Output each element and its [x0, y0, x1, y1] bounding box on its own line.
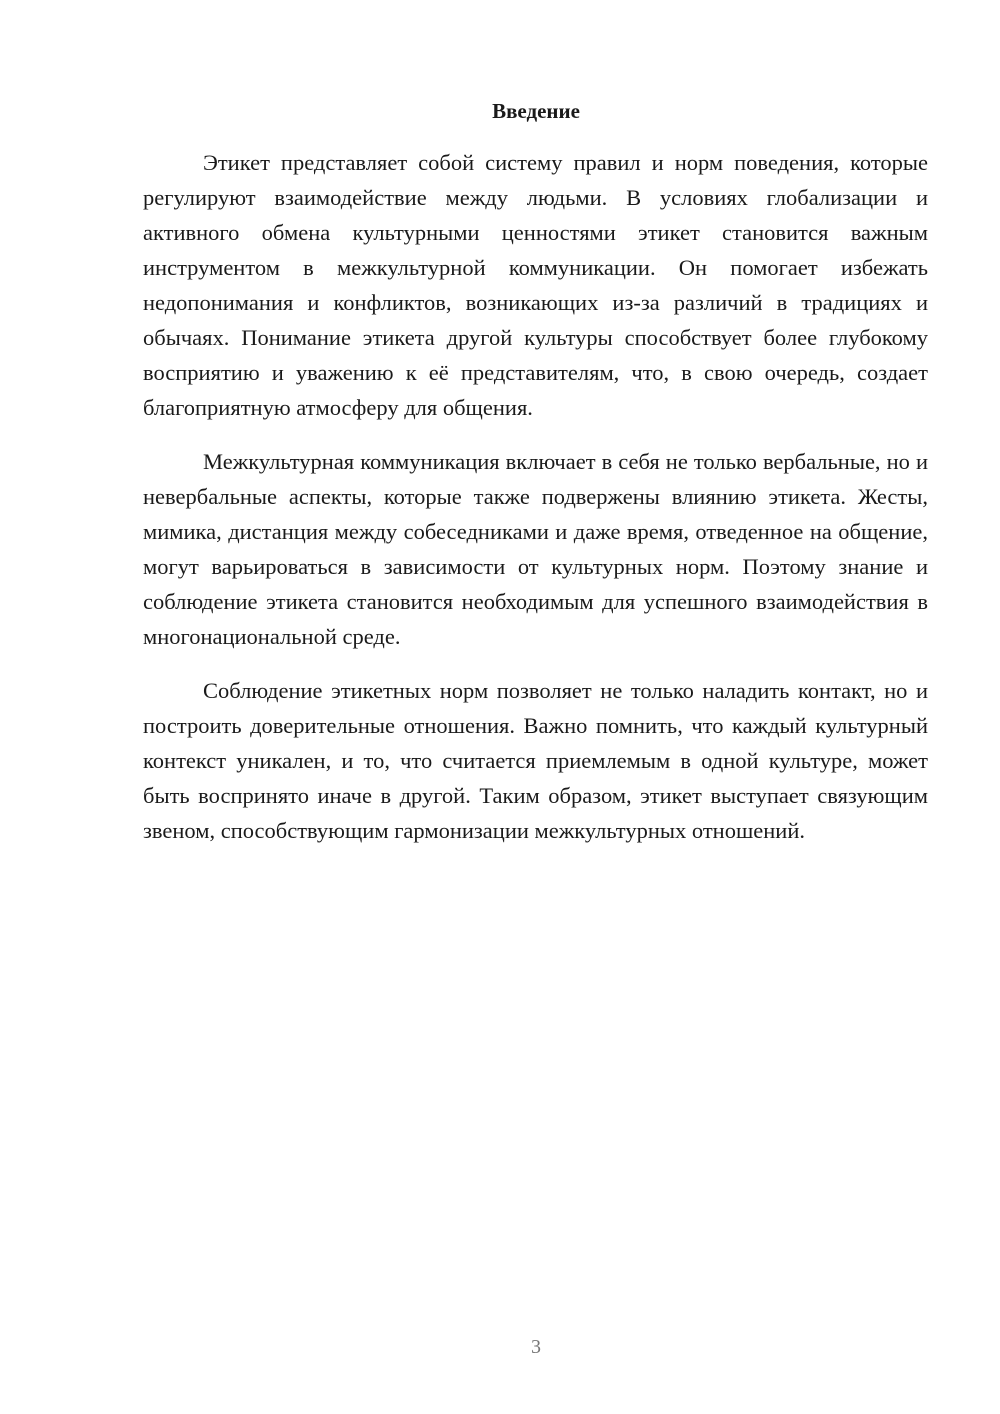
section-heading: Введение — [492, 99, 580, 123]
paragraph-3: Соблюдение этикетных норм позволяет не только наладить контакт, но и построить доверительные отношения. Важно помнить, что каждый культурный контекст уникален, и то, что считается приемлемым в одной культуре, может быть воспринято иначе в другой. Таким образом, этикет выступает связующим звеном, способствующим гармонизации межкультурных отношений. — [143, 678, 928, 843]
body-text — [143, 145, 928, 867]
paragraph-1: Этикет представляет собой систему правил и норм поведения, которые регулируют взаимодействие между людьми. В условиях глобализации и активного обмена культурными ценностями этикет становится важным инструментом в межкультурной коммуникации. Он помогает избежать недопонимания и конфликтов, возникающих из-за различий в традициях и обычаях. Понимание этикета другой культуры способствует более глубокому восприятию и уважению к её представителям, что, в свою очередь, создает благоприятную атмосферу для общения. — [143, 150, 928, 420]
page-number: 3 — [531, 1336, 541, 1358]
paragraph-2: Межкультурная коммуникация включает в себя не только вербальные, но и невербальные аспекты, которые также подвержены влиянию этикета. Жесты, мимика, дистанция между собеседниками и даже время, отведенное на общение, могут варьироваться в зависимости от культурных норм. Поэтому знание и соблюдение этикета становится необходимым для успешного взаимодействия в многонациональной среде. — [143, 449, 928, 649]
